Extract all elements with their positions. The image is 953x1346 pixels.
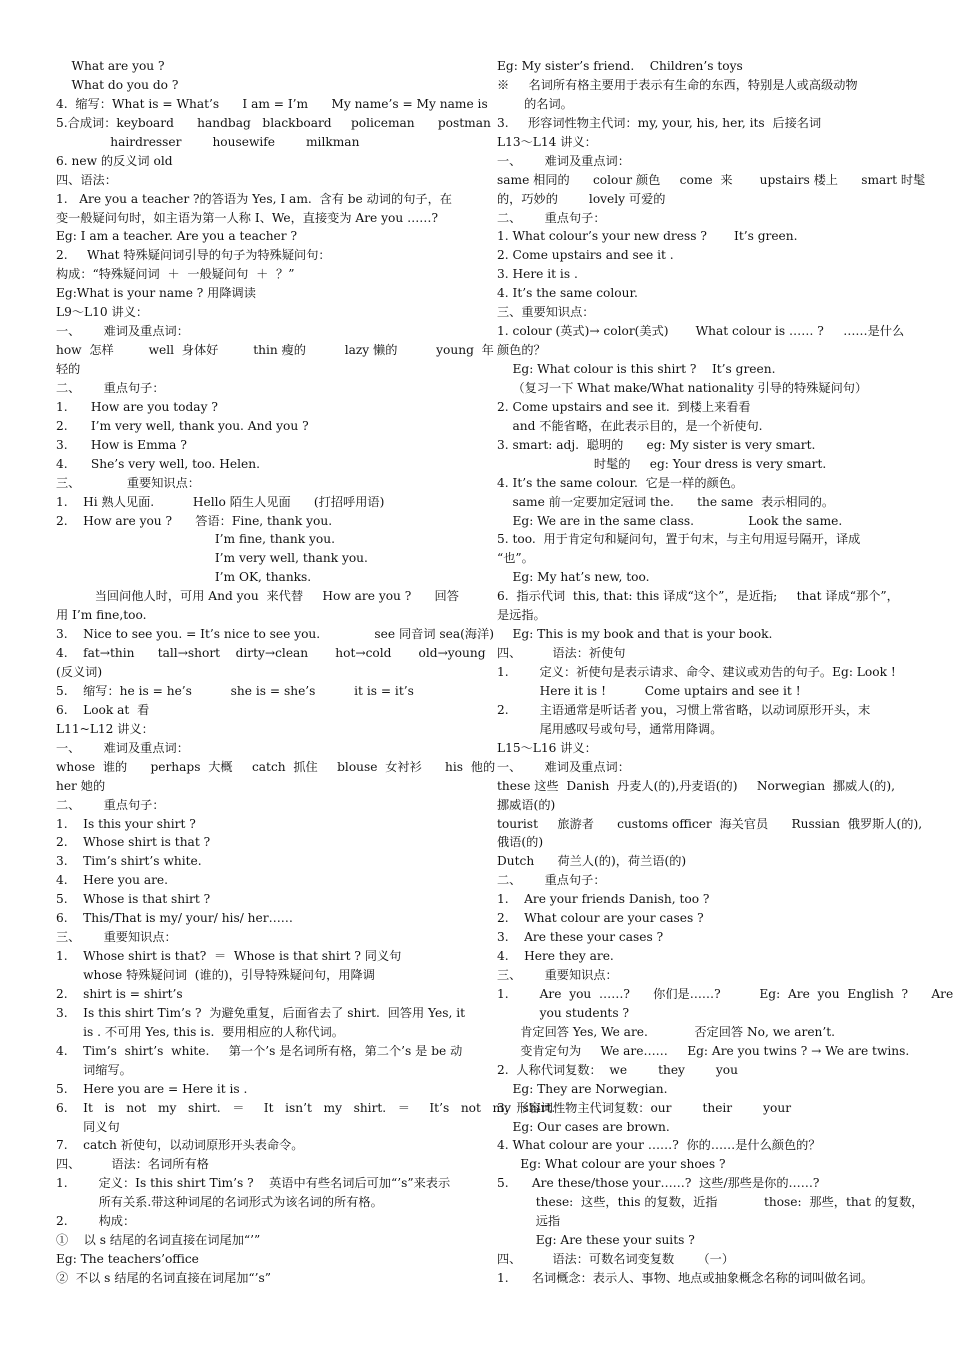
right-column-line: 俄语(的) — [497, 835, 544, 850]
right-column-line: 2. Come upstairs and see it . — [497, 248, 674, 263]
right-column-line: 1. Are you ……? 你们是……? Eg: Are you English ? Are — [497, 986, 953, 1001]
left-column-line: (反义词) — [56, 665, 103, 679]
left-column-line: 当回问他人时，可用 And you 来代替 How are you ? 回答 — [56, 589, 459, 604]
right-column-line: 肯定回答 Yes, We are. 否定回答 No, we aren’t. — [497, 1024, 836, 1039]
right-column-line: Eg: This is my book and that is your book. — [497, 627, 773, 642]
right-column-line: Eg: Are these your suits ? — [497, 1233, 695, 1248]
right-column-line: 二、 重点句子： — [497, 210, 606, 225]
left-column-line: 用 I’m fine,too. — [56, 608, 147, 623]
left-column-line: L9～L10 讲义： — [56, 305, 149, 320]
left-column-line: 6. Look at 看 — [56, 702, 150, 717]
left-column-line: 四、 语法：名词所有格 — [56, 1157, 209, 1172]
left-column-line: ① 以 s 结尾的名词直接在词尾加“’” — [56, 1233, 261, 1248]
left-column-line: 三、 重要知识点： — [56, 930, 177, 945]
right-column-line: 3. 形容词性物主代词：my, your, his, her, its 后接名词 — [497, 115, 822, 130]
right-column-line: same 前一定要加定冠词 the. the same 表示相同的。 — [497, 494, 835, 509]
right-column-line: Eg: We are in the same class. Look the same. — [497, 513, 843, 528]
right-column-line: 远指 — [497, 1214, 561, 1229]
right-column-line: 4. What colour are your ……? 你的……是什么颜色的？ — [497, 1138, 821, 1153]
left-column-line: 一、 难词及重点词： — [56, 740, 189, 755]
right-column-line: 2. 主语通常是听话者 you，习惯上常省略，以动词原形开头，末 — [497, 702, 871, 717]
right-column-line: L13～L14 讲义： — [497, 134, 597, 149]
right-column-line: 一、 难词及重点词： — [497, 759, 630, 774]
right-column-line: 6. 指示代词 this, that: this 译成“这个”，是近指; that 译成“那个”， — [497, 589, 899, 604]
left-column-line: 5. Whose is that shirt ? — [56, 892, 211, 907]
left-column-line: 词缩写。 — [56, 1062, 132, 1077]
right-column-line: 1. colour (英式)→ color(美式) What colour is …… ? ……是什么 — [497, 324, 905, 339]
left-column-line: 2. Whose shirt is that ? — [56, 835, 211, 850]
left-column-line: whose 特殊疑问词 (谁的)，引导特殊疑问句，用降调 — [56, 968, 375, 982]
left-column-line: 5. 缩写：he is = he’s she is = she’s it is = it’s — [56, 683, 414, 698]
left-column-line: I’m fine, thank you. — [56, 532, 335, 547]
right-column-line: 颜色的？ — [497, 343, 546, 358]
left-column-line: 3. Tim’s shirt’s white. — [56, 854, 202, 869]
left-column-line: 5. Here you are = Here it is . — [56, 1081, 248, 1096]
left-column-line: 1. Whose shirt is that? ＝ Whose is that shirt ? 同义句 — [56, 949, 402, 964]
right-column-line: 的，巧妙的 lovely 可爱的 — [497, 191, 666, 206]
left-column-line: 所有关系.带这种词尾的名词形式为该名词的所有格。 — [56, 1195, 383, 1210]
left-column-line: Eg:What is your name ? 用降调读 — [56, 286, 256, 301]
right-column-line: 1. 名词概念：表示人、事物、地点或抽象概念名称的词叫做名词。 — [497, 1271, 874, 1285]
left-column-line: 7. catch 祈使句，以动词原形开头表命令。 — [56, 1138, 304, 1153]
left-column-line: 1. Hi 熟人见面. Hello 陌生人见面 (打招呼用语) — [56, 494, 385, 509]
left-column-line: Eg: I am a teacher. Are you a teacher ? — [56, 229, 297, 244]
right-column-line: 变肯定句为 We are…… Eg: Are you twins ? → We are twins. — [497, 1043, 910, 1058]
right-column-line: 5. Are these/those your……? 这些/那些是你的……? — [497, 1176, 820, 1191]
left-column-line: 1. How are you today ? — [56, 399, 218, 414]
right-column-line: Eg: Our cases are brown. — [497, 1119, 670, 1134]
right-column-line: 三、重要知识点： — [497, 305, 595, 320]
left-column-line: 轻的 — [56, 362, 81, 376]
right-column-line: 3. 形容词性物主代词复数：our their your — [497, 1100, 792, 1115]
left-column-line: What do you do ? — [56, 77, 179, 92]
right-column-line: 是远指。 — [497, 608, 546, 623]
left-column-line: 4. She’s very well, too. Helen. — [56, 456, 260, 471]
left-column-line: Eg: The teachers’office — [56, 1252, 199, 1267]
right-column-line: 一、 难词及重点词： — [497, 153, 630, 168]
left-column-line: 2. 构成： — [56, 1214, 136, 1229]
right-column-line: 3. smart: adj. 聪明的 eg: My sister is very smart. — [497, 437, 816, 452]
right-column-line: 5. too. 用于肯定句和疑问句，置于句末，与主句用逗号隔开，译成 — [497, 532, 861, 547]
right-column-line: Eg: What colour is this shirt ? It’s green. — [497, 362, 776, 376]
left-column-line: hairdresser housewife milkman — [56, 134, 360, 149]
left-column-line: 1. Is this your shirt ? — [56, 816, 196, 831]
left-column-line: 变一般疑问句时，如主语为第一人称 I、We，直接变为 Are you ……? — [56, 210, 439, 225]
left-column-line: her 她的 — [56, 778, 106, 793]
right-column-line: 二、 重点句子： — [497, 873, 606, 888]
right-column-line: tourist 旅游者 customs officer 海关官员 Russian 俄罗斯人(的), — [497, 816, 923, 831]
right-column-line: 4. Here they are. — [497, 949, 614, 964]
left-column-line: 一、 难词及重点词： — [56, 324, 189, 339]
left-column-line: 1. Are you a teacher ?的答语为 Yes, I am. 含有 be 动词的句子，在 — [56, 191, 452, 206]
right-column-line: 挪威语(的) — [497, 797, 556, 812]
right-column-line: 1. What colour’s your new dress ? It’s green. — [497, 229, 798, 244]
left-column-line: 构成：“特殊疑问词 ＋ 一般疑问句 ＋ ？” — [56, 267, 295, 282]
left-column-line: whose 谁的 perhaps 大概 catch 抓住 blouse 女衬衫 his 他的 — [56, 759, 496, 774]
right-column-line: and 不能省略，在此表示目的，是一个祈使句. — [497, 418, 763, 433]
right-column-line: 3. Are these your cases ? — [497, 930, 664, 945]
left-column-line: 二、 重点句子： — [56, 380, 165, 395]
left-column-line: L11~L12 讲义： — [56, 721, 154, 736]
right-column-line: 4. It’s the same colour. — [497, 286, 638, 301]
left-column-line: is . 不可用 Yes, this is. 要用相应的人称代词。 — [56, 1024, 344, 1039]
right-column-line: 4. It’s the same colour. 它是一样的颜色。 — [497, 475, 744, 490]
right-column-line: 3. Here it is . — [497, 267, 578, 282]
left-column-line: 2. What 特殊疑问词引导的句子为特殊疑问句： — [56, 248, 331, 263]
left-column-line: I’m very well, thank you. — [56, 551, 368, 566]
left-column-line: 4. Here you are. — [56, 873, 169, 888]
right-column-line: 四、 语法：可数名词变复数 （一） — [497, 1252, 735, 1267]
right-column-line: L15～L16 讲义： — [497, 740, 597, 755]
left-column-line: 5.合成词：keyboard handbag blackboard policeman postman — [56, 115, 491, 130]
right-column-line: 时髦的 eg: Your dress is very smart. — [497, 456, 827, 471]
left-column-line: ② 不以 s 结尾的名词直接在词尾加“’s” — [56, 1271, 271, 1285]
left-column-line: 3. Is this shirt Tim’s ? 为避免重复，后面省去了 shirt. 回答用 Yes, it — [56, 1005, 466, 1020]
left-column-line: 2. shirt is = shirt’s — [56, 986, 183, 1001]
left-column-line: 三、 重要知识点： — [56, 475, 200, 490]
left-column-line: 同义句 — [56, 1119, 120, 1134]
left-column-line: 3. How is Emma ? — [56, 437, 187, 452]
left-column-line: 4. Tim’s shirt’s white. 第一个’s 是名词所有格，第二个’s 是 be 动 — [56, 1043, 463, 1058]
left-column-line: 四、语法： — [56, 172, 117, 187]
left-column-line: What are you ? — [56, 59, 165, 73]
right-column-line: Eg: My sister’s friend. Children’s toys — [497, 59, 743, 73]
right-column-line: you students ? — [497, 1005, 629, 1020]
right-column-line: 四、 语法：祈使句 — [497, 646, 626, 661]
right-column-line: 1. 定义：祈使句是表示请求、命令、建议或劝告的句子。Eg: Look ! — [497, 665, 896, 679]
right-column-line: ※ 名词所有格主要用于表示有生命的东西，特别是人或高级动物 — [497, 77, 858, 92]
left-column-line: 4. fat→thin tall→short dirty→clean hot→cold old→young — [56, 646, 486, 661]
right-column-line: 尾用感叹号或句号，通常用降调。 — [497, 721, 723, 736]
left-column-line: 二、 重点句子： — [56, 797, 165, 812]
left-column-line: 6. It is not my shirt. ＝ It isn’t my shirt. ＝ It’s not my shirt. — [56, 1100, 556, 1115]
left-column-line: 2. I’m very well, thank you. And you ? — [56, 418, 309, 433]
left-column-line: I’m OK, thanks. — [56, 570, 312, 585]
right-column-line: Here it is ! Come uptairs and see it ! — [497, 683, 801, 698]
right-column-line: these: 这些，this 的复数，近指 those: 那些，that 的复数， — [497, 1195, 924, 1210]
left-column-line: 3. Nice to see you. = It’s nice to see you. see 同音词 sea(海洋) — [56, 627, 494, 642]
right-column-line: same 相同的 colour 颜色 come 来 upstairs 楼上 smart 时髦 — [497, 172, 926, 187]
left-column-line: 4. 缩写：What is = What’s I am = I’m My name’s = My name is — [56, 96, 488, 111]
right-column-line: （复习一下 What make/What nationality 引导的特殊疑问句） — [497, 380, 868, 395]
left-column-line: 6. new 的反义词 old — [56, 153, 173, 168]
right-column-line: 2. 人称代词复数： we they you — [497, 1062, 738, 1077]
left-column-line: how 怎样 well 身体好 thin 瘦的 lazy 懒的 young 年 — [56, 343, 494, 358]
right-column — [497, 57, 953, 1288]
left-column-line: 1. 定义：Is this shirt Tim’s ? 英语中有些名词后可加“’s”来表示 — [56, 1176, 451, 1191]
right-column-line: 三、 重要知识点： — [497, 968, 618, 982]
left-column-line: 2. How are you ? 答语：Fine, thank you. — [56, 513, 333, 528]
right-column-line: Dutch 荷兰人(的)，荷兰语(的) — [497, 854, 687, 869]
right-column-line: Eg: My hat’s new, too. — [497, 570, 650, 585]
right-column-line: 2. Come upstairs and see it. 到楼上来看看 — [497, 399, 751, 414]
right-column-line: 2. What colour are your cases ? — [497, 911, 704, 926]
right-column-line: Eg: They are Norwegian. — [497, 1081, 668, 1096]
right-column-line: “也”。 — [497, 551, 534, 566]
left-column-line: 6. This/That is my/ your/ his/ her…… — [56, 911, 293, 926]
right-column-line: Eg: What colour are your shoes ? — [497, 1157, 726, 1172]
right-column-line: 1. Are your friends Danish, too ? — [497, 892, 710, 907]
right-column-line: these 这些 Danish 丹麦人(的),丹麦语(的) Norwegian 挪威人(的), — [497, 778, 895, 793]
right-column-line: 的名词。 — [497, 96, 573, 111]
